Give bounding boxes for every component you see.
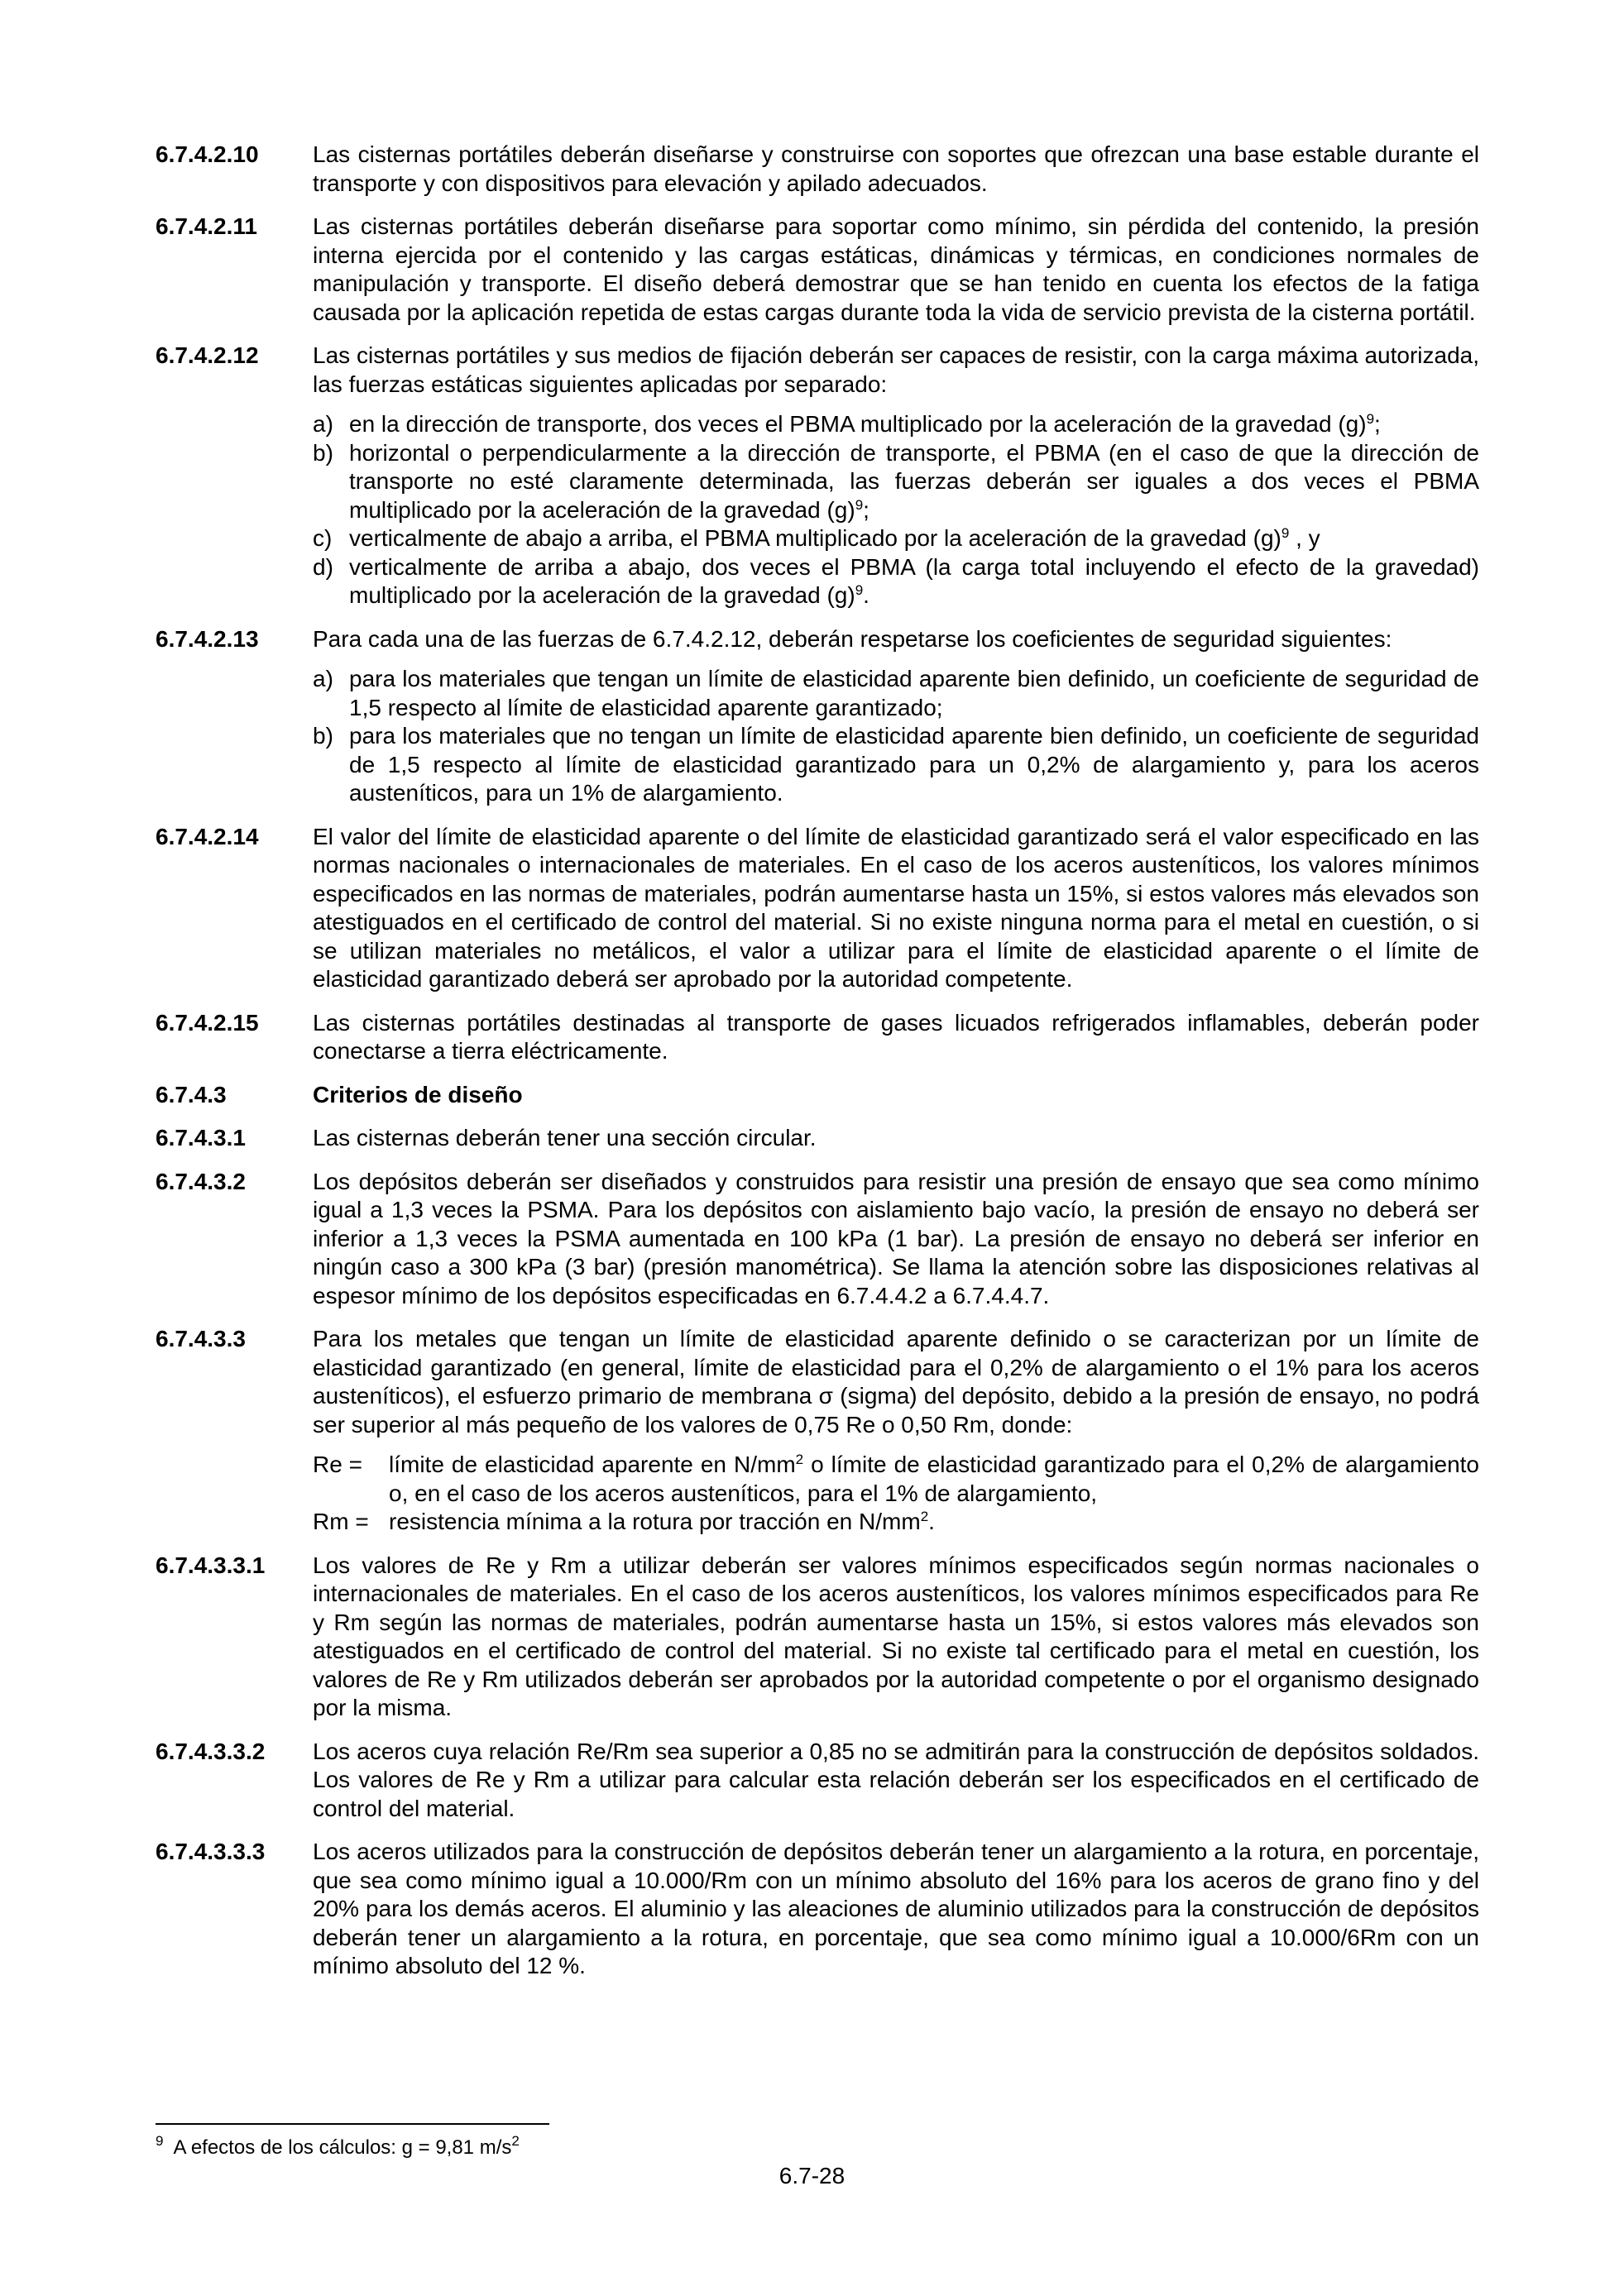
paragraph-number: 6.7.4.3.3.2 [156,1738,266,1764]
paragraph-number: 6.7.4.3.1 [156,1125,246,1150]
definition-text: resistencia mínima a la rotura por tracción en $N/mm^2$. [389,1509,935,1534]
list-item [313,665,1479,722]
paragraph-number: 6.7.4.2.13 [156,625,259,652]
definition-term: Re = [313,1452,362,1477]
paragraph-number: 6.7.4.3.3 [156,1326,246,1351]
footnote-text: A efectos de los cálculos: g = 9,81 m/s [173,2136,512,2159]
definition-text: límite de elasticidad aparente en $N/mm^2$ o límite de elasticidad garantizado para el 0,2% de alargamiento o, en el caso de los aceros austeníticos, para el 1% de alargamiento, [389,1452,1479,1506]
paragraph-text: Los valores de Re y Rm a utilizar deberán ser valores mínimos especificados según normas nacionales o internacionales de materiales. En el caso de los aceros austeníticos, los valores mínimos especificados para Re y Rm según las normas de materiales, podrán aumentarse hasta un 15%, si estos valores más elevados son atestiguados en el certificado de control del material. Si no existe tal certificado para el metal en cuestión, los valores de Re y Rm utilizados deberán ser aprobados por la autoridad competente o por el organismo designado por la misma. [313,1552,1479,1720]
list-item [313,524,1479,553]
list-item-text: verticalmente de abajo a arriba, el PBMA multiplicado por la aceleración de la gravedad $(g)^9$ , y [349,525,1320,551]
paragraph-6-7-4-2-15 [156,1009,1479,1066]
list-item-text: para los materiales que tengan un límite de elasticidad aparente bien definido, un coeficiente de seguridad de 1,5 respecto al límite de elasticidad aparente garantizado; [349,666,1479,720]
paragraph-number: 6.7.4.2.11 [156,213,258,239]
paragraph-body [313,342,1479,610]
paragraph-text: Las cisternas portátiles deberán diseñarse para soportar como mínimo, sin pérdida del contenido, la presión interna ejercida por el contenido y las cargas estáticas, dinámicas y térmicas, en condiciones normales de manipulación y transporte. El diseño deberá demostrar que se han tenido en cuenta los efectos de la fatiga causada por la aplicación repetida de estas cargas durante toda la vida de servicio prevista de la cisterna portátil. [313,213,1479,325]
list-item-text: en la dirección de transporte, dos veces el PBMA multiplicado por la aceleración de la gravedad $(g)^9$; [349,411,1381,437]
paragraph-6-7-4-3-2 [156,1168,1479,1311]
footnote [156,2133,520,2160]
section-heading-6-7-4-3 [156,1081,1479,1110]
paragraph-body [313,625,1479,808]
list-item [313,410,1479,439]
paragraph-number: 6.7.4.3.3.1 [156,1552,266,1578]
section-title: Criterios de diseño [313,1081,523,1107]
list-item [313,722,1479,808]
paragraph-number: 6.7.4.2.12 [156,342,259,368]
list-item-label: d) [313,553,333,580]
paragraph-text: Las cisternas deberán tener una sección circular. [313,1125,817,1150]
list-item-label: c) [313,525,333,551]
paragraph-number: 6.7.4.3.2 [156,1168,246,1194]
footnote-ref: 9 [1366,411,1375,427]
paragraph-number: 6.7.4.2.10 [156,141,259,167]
definition-term: Rm = [313,1509,369,1534]
page-number: 6.7-28 [778,2163,846,2188]
list-item-label: a) [313,666,333,691]
list-item [313,439,1479,525]
paragraph-6-7-4-2-13 [156,625,1479,808]
paragraph-text: Los aceros cuya relación Re/Rm sea superior a 0,85 no se admitirán para la construcción de depósitos soldados. Los valores de Re y Rm a utilizar para calcular esta relación deberán ser los especificados en el certificado de control del material. [313,1738,1479,1821]
list-item [313,553,1479,610]
paragraph-text: El valor del límite de elasticidad aparente o del límite de elasticidad garantizado será el valor especificado en las normas nacionales o internacionales de materiales. En el caso de los aceros austeníticos, los valores mínimos especificados en las normas de materiales, podrán aumentarse hasta un 15%, si estos valores más elevados son atestiguados en el certificado de control del material. Si no existe ninguna norma para el metal en cuestión, o si se utilizan materiales no metálicos, el valor a utilizar para el límite de elasticidad aparente o el límite de elasticidad garantizado deberá ser aprobado por la autoridad competente. [313,823,1479,992]
paragraph-number: 6.7.4.3.3.3 [156,1839,266,1864]
paragraph-6-7-4-3-1 [156,1124,1479,1153]
paragraph-6-7-4-3-3-1 [156,1552,1479,1723]
footnote-sup: 2 [511,2133,520,2149]
list-item-text: verticalmente de arriba a abajo, dos veces el PBMA (la carga total incluyendo el efecto de la gravedad) multiplicado por la aceleración de la gravedad $(g)^9$. [349,553,1479,608]
paragraph-body [313,1325,1479,1537]
footnote-ref: 9 [855,582,864,598]
document-body [156,141,1479,1996]
definition-rm [313,1508,1479,1537]
paragraph-6-7-4-3-3 [156,1325,1479,1537]
list-item-label: b) [313,723,333,749]
list-item-label: a) [313,411,333,437]
paragraph-text: Las cisternas portátiles y sus medios de fijación deberán ser capaces de resistir, con la carga máxima autorizada, las fuerzas estáticas siguientes aplicadas por separado: [313,342,1479,397]
paragraph-6-7-4-2-11 [156,213,1479,327]
list-item-text: para los materiales que no tengan un límite de elasticidad aparente bien definido, un coeficiente de seguridad de 1,5 respecto al límite de elasticidad garantizado para un 0,2% de alargamiento y, para los aceros austeníticos, para un 1% de alargamiento. [349,723,1479,806]
paragraph-number: 6.7.4.2.15 [156,1009,259,1036]
paragraph-text: Los aceros utilizados para la construcción de depósitos deberán tener un alargamiento a la rotura, en porcentaje, que sea como mínimo igual a 10.000/Rm con un mínimo absoluto del 16% para los aceros de grano fino y del 20% para los demás aceros. El aluminio y las aleaciones de aluminio utilizados para la construcción de depósitos deberán tener un alargamiento a la rotura, en porcentaje, que sea como mínimo igual a 10.000/6Rm con un mínimo absoluto del 12 %. [313,1839,1479,1978]
footnote-mark: 9 [156,2133,164,2149]
footnote-ref: 9 [855,496,864,513]
safety-factor-list [313,665,1479,808]
force-list [313,410,1479,610]
footnote-ref: 9 [1281,525,1290,541]
paragraph-6-7-4-3-3-3 [156,1838,1479,1981]
footnote-divider [156,2123,549,2125]
list-item-text: horizontal o perpendicularmente a la dirección de transporte, el PBMA (en el caso de que la dirección de transporte no esté claramente determinada, las fuerzas deberán ser iguales a dos veces el PBMA multiplicado por la aceleración de la gravedad $(g)^9$; [349,439,1479,523]
paragraph-6-7-4-2-14 [156,823,1479,994]
paragraph-6-7-4-2-12 [156,342,1479,610]
paragraph-text: Las cisternas portátiles deberán diseñarse y construirse con soportes que ofrezcan una base estable durante el transporte y con dispositivos para elevación y apilado adecuados. [313,141,1479,196]
paragraph-text: Para cada una de las fuerzas de 6.7.4.2.12, deberán respetarse los coeficientes de seguridad siguientes: [313,625,1392,652]
paragraph-6-7-4-3-3-2 [156,1738,1479,1824]
paragraph-text: Las cisternas portátiles destinadas al transporte de gases licuados refrigerados inflamables, deberán poder conectarse a tierra eléctricamente. [313,1009,1479,1064]
section-number: 6.7.4.3 [156,1081,227,1107]
paragraph-6-7-4-2-10 [156,141,1479,198]
paragraph-number: 6.7.4.2.14 [156,823,259,849]
paragraph-text: Los depósitos deberán ser diseñados y construidos para resistir una presión de ensayo que sea como mínimo igual a 1,3 veces la PSMA. Para los depósitos con aislamiento bajo vacío, la presión de ensayo no deberá ser inferior a 1,3 veces la PSMA aumentada en 100 kPa (1 bar). La presión de ensayo no deberá ser inferior en ningún caso a 300 kPa (3 bar) (presión manométrica). Se llama la atención sobre las disposiciones relativas al espesor mínimo de los depósitos especificadas en 6.7.4.4.2 a 6.7.4.4.7. [313,1168,1479,1308]
definition-re [313,1451,1479,1508]
list-item-label: b) [313,439,333,466]
paragraph-text: Para los metales que tengan un límite de elasticidad aparente definido o se caracterizan por un límite de elasticidad garantizado (en general, límite de elasticidad para el 0,2% de alargamiento o el 1% para los aceros austeníticos), el esfuerzo primario de membrana σ (sigma) del depósito, debido a la presión de ensayo, no podrá ser superior al más pequeño de los valores de 0,75 Re o 0,50 Rm, donde: [313,1326,1479,1437]
